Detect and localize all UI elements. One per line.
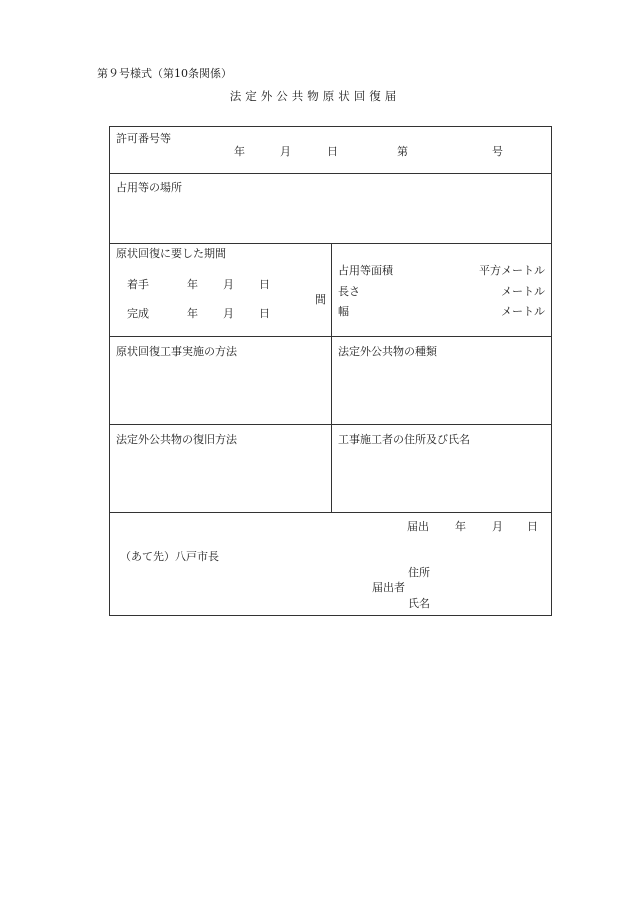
period-start-month: 月 bbox=[223, 278, 234, 291]
name-label: 氏名 bbox=[408, 597, 430, 610]
period-start-day: 日 bbox=[259, 278, 270, 291]
permit-month: 月 bbox=[280, 145, 291, 158]
submit-month: 月 bbox=[492, 520, 503, 533]
submit-year: 年 bbox=[455, 520, 466, 533]
submit-day: 日 bbox=[527, 520, 538, 533]
width-label: 幅 bbox=[338, 305, 349, 318]
length-unit: メートル bbox=[501, 285, 545, 298]
kind-label: 法定外公共物の種類 bbox=[338, 345, 437, 358]
permit-dai: 第 bbox=[397, 145, 408, 158]
period-start-year: 年 bbox=[187, 278, 198, 291]
period-duration-unit: 間 bbox=[315, 293, 326, 306]
length-label: 長さ bbox=[338, 285, 360, 298]
period-end-day: 日 bbox=[259, 307, 270, 320]
width-unit: メートル bbox=[501, 305, 545, 318]
period-end-month: 月 bbox=[223, 307, 234, 320]
address-label: 住所 bbox=[408, 566, 430, 579]
submitter-label: 届出者 bbox=[372, 581, 405, 594]
submit-date-label: 届出 bbox=[407, 520, 429, 533]
row-divider bbox=[110, 512, 551, 513]
period-end-year: 年 bbox=[187, 307, 198, 320]
permit-year: 年 bbox=[234, 145, 245, 158]
area-unit: 平方メートル bbox=[479, 264, 545, 277]
addressee: （あて先）八戸市長 bbox=[120, 550, 219, 563]
form-number: 第９号様式（第10条関係） bbox=[97, 67, 232, 80]
form-title: 法定外公共物原状回復届 bbox=[229, 89, 401, 103]
form-table bbox=[109, 126, 552, 616]
row-divider bbox=[110, 173, 551, 174]
period-end-label: 完成 bbox=[127, 307, 149, 320]
method-label: 原状回復工事実施の方法 bbox=[116, 345, 237, 358]
period-label: 原状回復に要した期間 bbox=[116, 247, 226, 260]
permit-label: 許可番号等 bbox=[116, 132, 171, 145]
contractor-label: 工事施工者の住所及び氏名 bbox=[338, 433, 470, 446]
period-start-label: 着手 bbox=[127, 278, 149, 291]
area-label: 占用等面積 bbox=[338, 264, 393, 277]
location-label: 占用等の場所 bbox=[116, 181, 182, 194]
column-divider bbox=[331, 243, 332, 512]
permit-go: 号 bbox=[492, 145, 503, 158]
permit-day: 日 bbox=[327, 145, 338, 158]
restore-method-label: 法定外公共物の復旧方法 bbox=[116, 433, 237, 446]
